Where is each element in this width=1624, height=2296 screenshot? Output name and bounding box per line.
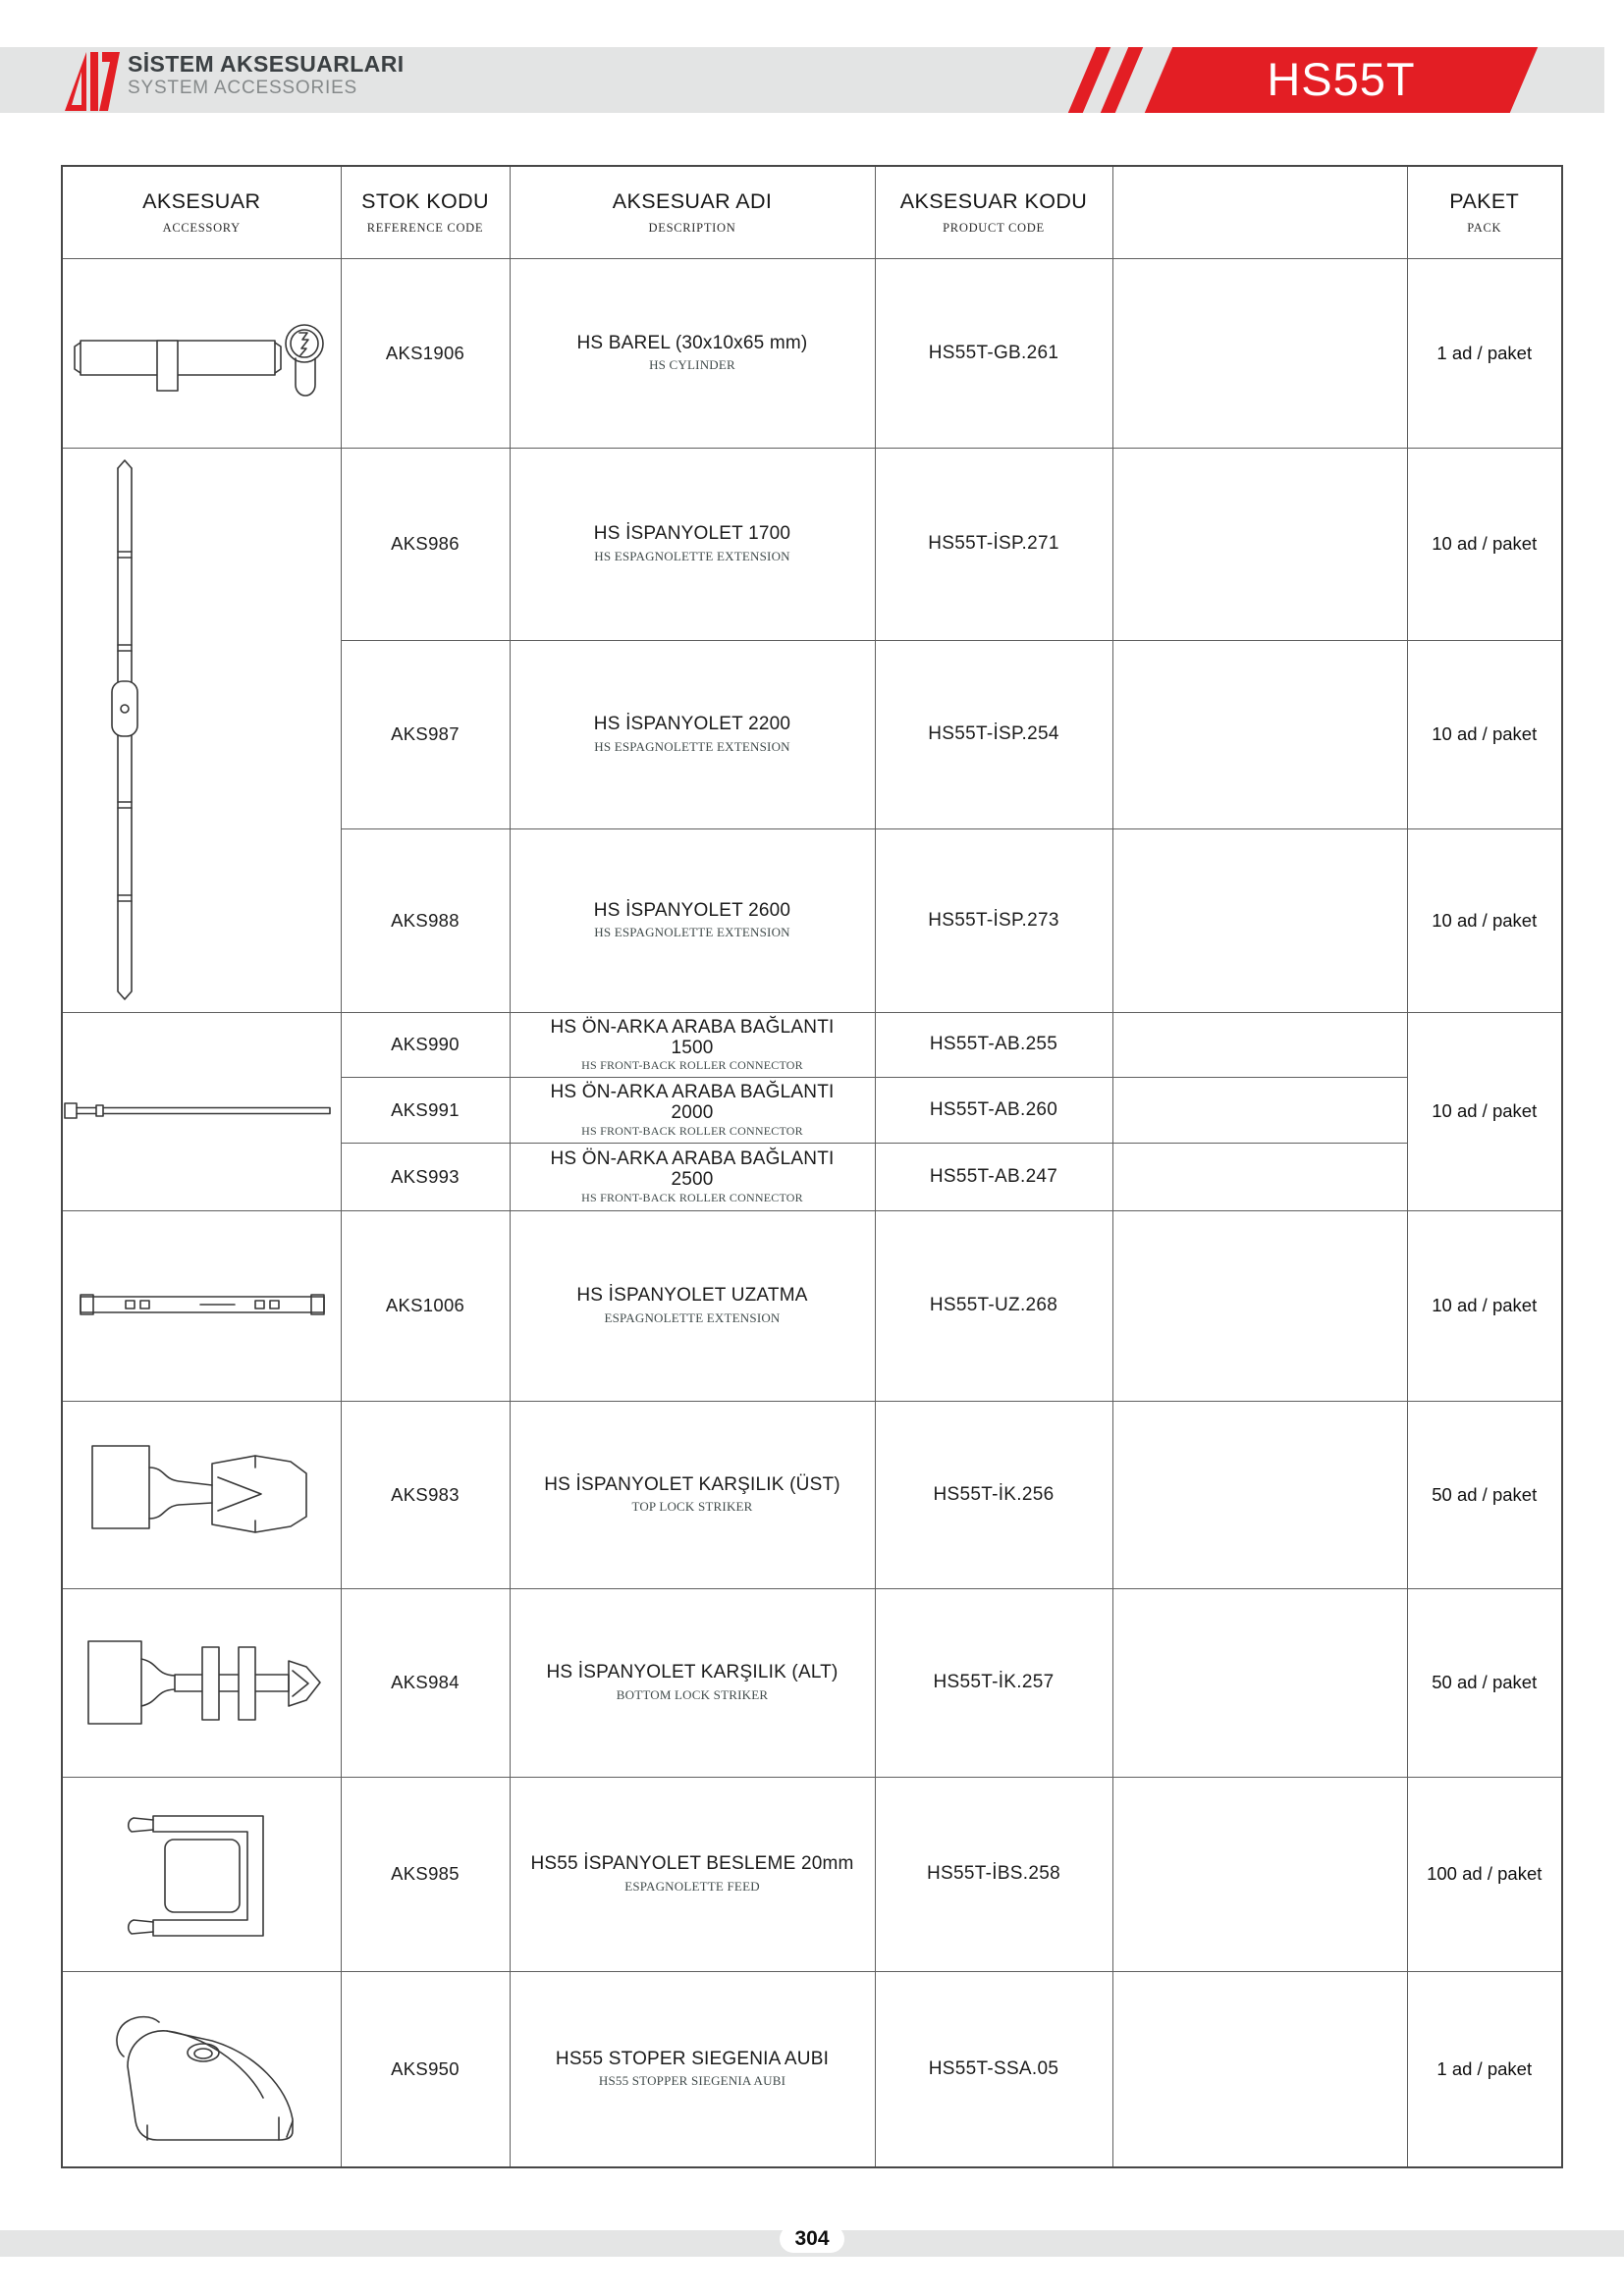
empty-cell xyxy=(1112,640,1407,828)
description-cell xyxy=(510,828,875,1012)
page-subtitle: SYSTEM ACCESSORIES xyxy=(128,78,358,99)
accessory-name-en: HS FRONT-BACK ROLLER CONNECTOR xyxy=(581,1123,803,1138)
product-code: HS55T-İK.257 xyxy=(875,1588,1112,1777)
accessory-name-en: HS FRONT-BACK ROLLER CONNECTOR xyxy=(581,1190,803,1204)
product-code: HS55T-AB.260 xyxy=(875,1077,1112,1143)
table-row xyxy=(62,1777,1562,1971)
product-code: HS55T-İSP.271 xyxy=(875,448,1112,640)
stock-code: AKS990 xyxy=(341,1012,510,1077)
accessory-name-line2: 2500 xyxy=(671,1169,714,1190)
feed-bracket-drawing-icon xyxy=(63,1779,340,1970)
accessory-name-en: TOP LOCK STRIKER xyxy=(631,1499,753,1515)
top-striker-drawing-icon xyxy=(63,1403,340,1587)
table-row xyxy=(62,1210,1562,1401)
accessory-name-en: BOTTOM LOCK STRIKER xyxy=(616,1686,769,1702)
description-cell xyxy=(510,640,875,828)
pack-quantity: 1 ad / paket xyxy=(1407,1971,1562,2167)
accessory-name-en: HS FRONT-BACK ROLLER CONNECTOR xyxy=(581,1058,803,1073)
stock-code: AKS1906 xyxy=(341,258,510,448)
product-badge-label: HS55T xyxy=(1267,53,1416,105)
product-code: HS55T-UZ.268 xyxy=(875,1210,1112,1401)
accessory-name-en: HS55 STOPPER SIEGENIA AUBI xyxy=(598,2073,786,2089)
table-row xyxy=(62,1971,1562,2167)
accessory-name: HS55 STOPER SIEGENIA AUBI xyxy=(555,2049,830,2070)
empty-cell xyxy=(1112,1971,1407,2167)
accessory-name-line2: 2000 xyxy=(671,1102,714,1123)
accessory-image-cell xyxy=(62,258,341,448)
accessory-name-line2: 1500 xyxy=(671,1037,714,1058)
accessory-image-cell xyxy=(62,1012,341,1210)
stock-code: AKS986 xyxy=(341,448,510,640)
col-header-empty xyxy=(1112,166,1407,258)
accessories-table xyxy=(61,165,1563,2168)
table-row xyxy=(62,1401,1562,1588)
description-cell xyxy=(510,1588,875,1777)
accessory-name: HS ÖN-ARKA ARABA BAĞLANTI xyxy=(550,1016,835,1038)
col-header-pack: PAKET PACK xyxy=(1407,166,1562,258)
pack-quantity: 10 ad / paket xyxy=(1407,448,1562,640)
col-header-product-code: AKSESUAR KODU PRODUCT CODE xyxy=(875,166,1112,258)
accessory-image-cell xyxy=(62,1588,341,1777)
stock-code: AKS987 xyxy=(341,640,510,828)
stock-code: AKS984 xyxy=(341,1588,510,1777)
description-cell xyxy=(510,1971,875,2167)
accessory-image-cell xyxy=(62,1777,341,1971)
accessory-name: HS İSPANYOLET 2600 xyxy=(593,899,791,921)
accessory-name: HS ÖN-ARKA ARABA BAĞLANTI xyxy=(550,1148,835,1170)
product-code: HS55T-AB.255 xyxy=(875,1012,1112,1077)
product-code: HS55T-İSP.273 xyxy=(875,828,1112,1012)
page-number: 304 xyxy=(0,2225,1624,2253)
product-code: HS55T-AB.247 xyxy=(875,1143,1112,1210)
table-row xyxy=(62,448,1562,640)
header-titles xyxy=(128,52,405,98)
stock-code: AKS983 xyxy=(341,1401,510,1588)
product-code: HS55T-İSP.254 xyxy=(875,640,1112,828)
empty-cell xyxy=(1112,258,1407,448)
empty-cell xyxy=(1112,1012,1407,1077)
stock-code: AKS988 xyxy=(341,828,510,1012)
bottom-striker-drawing-icon xyxy=(63,1590,340,1776)
pack-quantity: 50 ad / paket xyxy=(1407,1588,1562,1777)
page-title: SİSTEM AKSESUARLARI xyxy=(128,51,405,77)
table-row xyxy=(62,1588,1562,1777)
description-cell xyxy=(510,1401,875,1588)
cylinder-drawing-icon xyxy=(63,260,340,447)
accessory-image-cell xyxy=(62,1401,341,1588)
accessory-name: HS İSPANYOLET UZATMA xyxy=(576,1285,808,1307)
accessory-name-en: ESPAGNOLETTE FEED xyxy=(624,1878,760,1894)
stock-code: AKS950 xyxy=(341,1971,510,2167)
accessory-image-cell xyxy=(62,448,341,1012)
description-cell xyxy=(510,1777,875,1971)
pack-quantity: 10 ad / paket xyxy=(1407,828,1562,1012)
pack-quantity: 100 ad / paket xyxy=(1407,1777,1562,1971)
extension-bar-drawing-icon xyxy=(63,1212,340,1400)
accessory-name-en: HS ESPAGNOLETTE EXTENSION xyxy=(594,548,790,563)
accessory-name: HS İSPANYOLET KARŞILIK (ALT) xyxy=(546,1662,839,1683)
accessory-name: HS İSPANYOLET KARŞILIK (ÜST) xyxy=(544,1473,840,1495)
col-header-accessory: AKSESUAR ACCESSORY xyxy=(62,166,341,258)
stock-code: AKS991 xyxy=(341,1077,510,1143)
empty-cell xyxy=(1112,448,1407,640)
accessory-name: HS BAREL (30x10x65 mm) xyxy=(576,332,808,353)
connector-rod-drawing-icon xyxy=(63,1013,340,1209)
empty-cell xyxy=(1112,828,1407,1012)
product-code: HS55T-İBS.258 xyxy=(875,1777,1112,1971)
empty-cell xyxy=(1112,1077,1407,1143)
pack-quantity: 10 ad / paket xyxy=(1407,640,1562,828)
description-cell xyxy=(510,448,875,640)
empty-cell xyxy=(1112,1777,1407,1971)
empty-cell xyxy=(1112,1588,1407,1777)
col-header-stock-code: STOK KODU REFERENCE CODE xyxy=(341,166,510,258)
pack-quantity: 50 ad / paket xyxy=(1407,1401,1562,1588)
accessory-name: HS İSPANYOLET 1700 xyxy=(593,523,791,545)
espagnolette-rod-drawing-icon xyxy=(63,449,340,1011)
accessory-name-en: ESPAGNOLETTE EXTENSION xyxy=(604,1309,781,1325)
accessory-name-en: HS ESPAGNOLETTE EXTENSION xyxy=(594,738,790,754)
description-cell xyxy=(510,258,875,448)
stock-code: AKS993 xyxy=(341,1143,510,1210)
pack-quantity: 10 ad / paket xyxy=(1407,1210,1562,1401)
table-header-row xyxy=(62,166,1562,258)
pack-quantity: 10 ad / paket xyxy=(1407,1012,1562,1210)
accessory-name: HS ÖN-ARKA ARABA BAĞLANTI xyxy=(550,1082,835,1103)
accessory-name-en: HS ESPAGNOLETTE EXTENSION xyxy=(594,925,790,940)
table-row xyxy=(62,258,1562,448)
stock-code: AKS985 xyxy=(341,1777,510,1971)
product-code: HS55T-İK.256 xyxy=(875,1401,1112,1588)
description-cell xyxy=(510,1012,875,1077)
description-cell xyxy=(510,1077,875,1143)
empty-cell xyxy=(1112,1210,1407,1401)
accessory-image-cell xyxy=(62,1971,341,2167)
accessory-image-cell xyxy=(62,1210,341,1401)
brand-logo-icon xyxy=(65,50,120,118)
col-header-description: AKSESUAR ADI DESCRIPTION xyxy=(510,166,875,258)
description-cell xyxy=(510,1143,875,1210)
accessory-name: HS İSPANYOLET 2200 xyxy=(593,714,791,735)
empty-cell xyxy=(1112,1401,1407,1588)
table-row xyxy=(62,1012,1562,1077)
stopper-drawing-icon xyxy=(63,1972,340,2165)
product-code: HS55T-GB.261 xyxy=(875,258,1112,448)
pack-quantity: 1 ad / paket xyxy=(1407,258,1562,448)
empty-cell xyxy=(1112,1143,1407,1210)
accessory-name-en: HS CYLINDER xyxy=(649,357,735,373)
description-cell xyxy=(510,1210,875,1401)
product-code: HS55T-SSA.05 xyxy=(875,1971,1112,2167)
stock-code: AKS1006 xyxy=(341,1210,510,1401)
accessory-name: HS55 İSPANYOLET BESLEME 20mm xyxy=(530,1853,854,1875)
